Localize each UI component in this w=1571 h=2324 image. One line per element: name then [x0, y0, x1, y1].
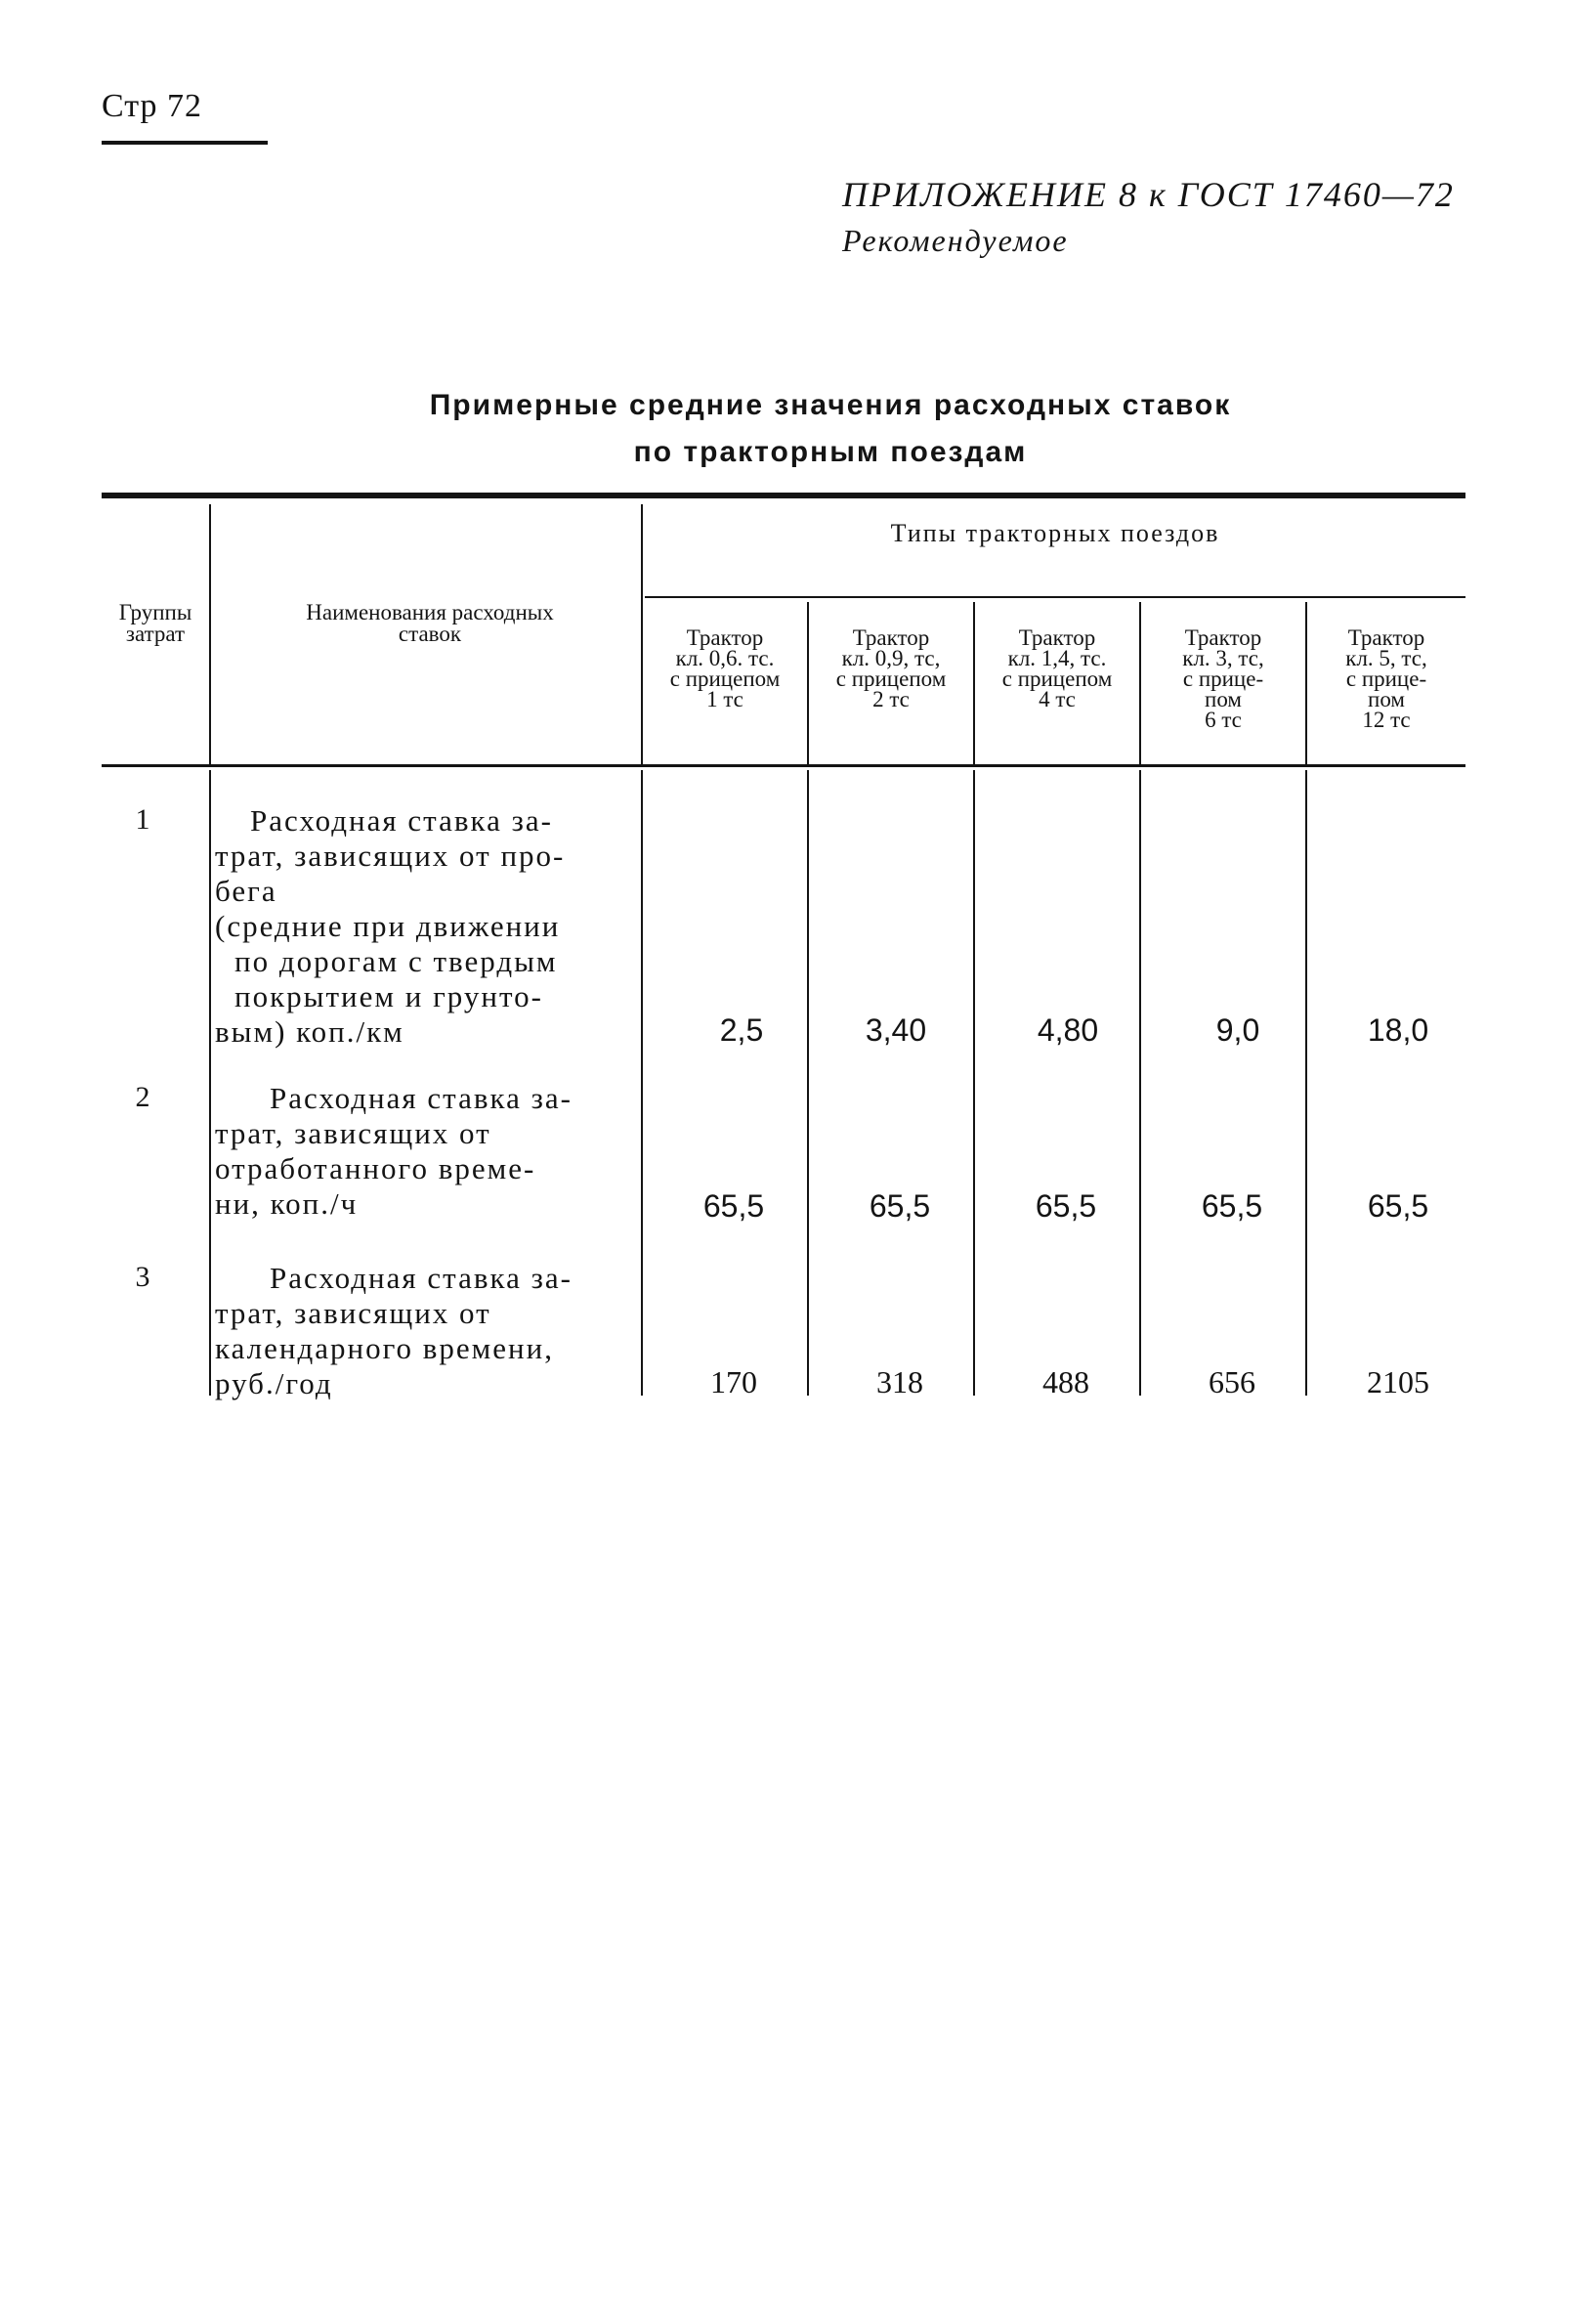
row-3-value-type1: 170: [710, 1364, 757, 1399]
row-1-value-type3: 4,80: [1037, 1012, 1099, 1048]
appendix-status: Рекомендуемое: [842, 223, 1069, 258]
row-2-name: [215, 1081, 635, 1222]
row-2-value-type2: 65,5: [869, 1188, 931, 1224]
row-1-value-type4: 9,0: [1215, 1012, 1260, 1048]
row-2-name-line: трат, зависящих от: [215, 1116, 491, 1150]
header-bottom-rule: [102, 764, 1465, 767]
row-2-value-type5: 65,5: [1367, 1188, 1429, 1224]
row-3-name-line: Расходная ставка за-: [270, 1261, 573, 1295]
row-1-name-line: Расходная ставка за-: [250, 803, 553, 838]
body-divider-group: [209, 770, 211, 1396]
row-3-value-type3: 488: [1042, 1364, 1089, 1399]
table-title-line2: по тракторным поездам: [633, 436, 1028, 468]
body-divider-type3: [1139, 770, 1141, 1396]
body-divider-type1: [807, 770, 809, 1396]
header-type-1: Трактор кл. 0,6. тс. с прицепом 1 тс: [669, 625, 781, 711]
row-1-value-type1: 2,5: [719, 1012, 764, 1048]
body-divider-type4: [1305, 770, 1307, 1396]
table-title-line1: Примерные средние значения расходных ставок: [429, 389, 1232, 421]
row-1-name-line: (средние при движении: [215, 909, 561, 943]
row-2-name-line: ни, коп./ч: [215, 1186, 359, 1221]
row-2-name-line: отработанного време-: [215, 1151, 536, 1185]
row-1-name-line: трат, зависящих от про-: [215, 839, 566, 873]
row-3-value-type2: 318: [876, 1364, 923, 1399]
row-2-value-type1: 65,5: [702, 1188, 765, 1224]
row-3-name-line: руб./год: [215, 1366, 333, 1400]
header-type-5: Трактор кл. 5, тс, с прице- пом 12 тс: [1345, 625, 1427, 732]
header-type-2: Трактор кл. 0,9, тс, с прицепом 2 тс: [835, 625, 947, 711]
row-1-group: 1: [135, 803, 150, 836]
table-top-rule: [102, 493, 1465, 498]
header-types-title: Типы тракторных поездов: [890, 519, 1220, 547]
row-1-name-line: бега: [215, 874, 277, 908]
header-name-column: Наименования расходных ставок: [306, 600, 554, 646]
body-divider-name: [641, 770, 643, 1396]
row-3-value-type5: 2105: [1367, 1364, 1429, 1399]
header-type-3: Трактор кл. 1,4, тс. с прицепом 4 тс: [1001, 625, 1113, 711]
row-1-name-line: покрытием и грунто-: [234, 979, 543, 1013]
page-number-underline: [102, 141, 268, 145]
row-2-group: 2: [135, 1081, 150, 1113]
appendix-heading: ПРИЛОЖЕНИЕ 8 к ГОСТ 17460—72: [842, 175, 1455, 214]
row-1-name: [215, 803, 635, 1050]
row-3-name: [215, 1261, 635, 1401]
row-2-name-line: Расходная ставка за-: [270, 1081, 573, 1115]
page-number: Стр 72: [102, 88, 203, 124]
row-3-name-line: календарного времени,: [215, 1331, 554, 1365]
row-3-group: 3: [135, 1261, 150, 1293]
row-3-name-line: трат, зависящих от: [215, 1296, 491, 1330]
types-subheader-rule: [645, 596, 1465, 598]
row-1-name-line: вым) коп./км: [215, 1014, 404, 1049]
header-group-column: Группы затрат: [118, 600, 192, 646]
row-1-value-type2: 3,40: [865, 1012, 927, 1048]
row-2-value-type4: 65,5: [1201, 1188, 1263, 1224]
body-divider-type2: [973, 770, 975, 1396]
row-1-name-line: по дорогам с твердым: [234, 944, 558, 978]
row-1-value-type5: 18,0: [1367, 1012, 1429, 1048]
row-2-value-type3: 65,5: [1035, 1188, 1097, 1224]
header-type-4: Трактор кл. 3, тс, с прице- пом 6 тс: [1182, 625, 1264, 732]
row-3-value-type4: 656: [1209, 1364, 1255, 1399]
header-divider-group: [209, 504, 211, 764]
